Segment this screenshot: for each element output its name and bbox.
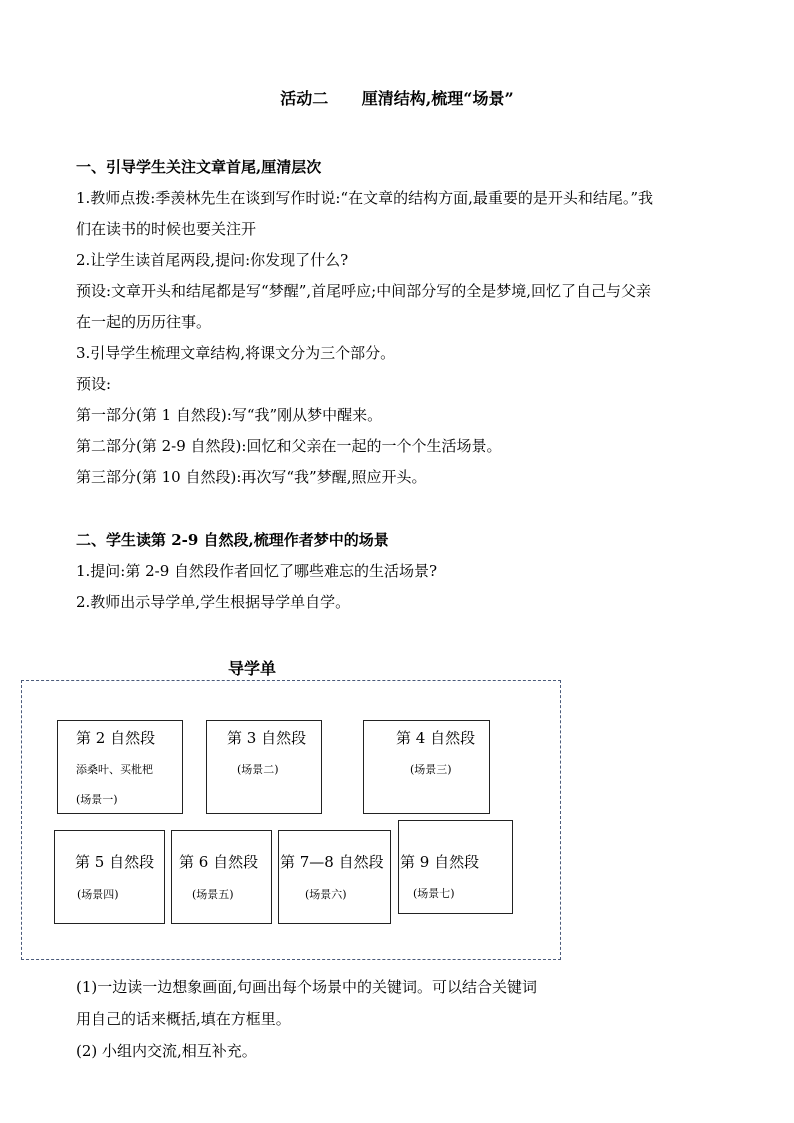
paragraph-line: 在一起的历历往事。: [76, 313, 212, 331]
paragraph-line: 第一部分(第 1 自然段):写“我”刚从梦中醒来。: [76, 406, 383, 424]
paragraph-line: 2.让学生读首尾两段,提问:你发现了什么?: [76, 251, 349, 269]
scene-box-title: 第 4 自然段: [396, 729, 476, 747]
section2-heading: 二、学生读第 2-9 自然段,梳理作者梦中的场景: [76, 531, 389, 549]
scene-box-7: [398, 820, 513, 914]
scene-box-label: (场景七): [413, 887, 455, 900]
paragraph-line: 1.提问:第 2-9 自然段作者回忆了哪些难忘的生活场景?: [76, 562, 438, 580]
paragraph-line: 第二部分(第 2-9 自然段):回忆和父亲在一起的一个个生活场景。: [76, 437, 502, 455]
paragraph-line: 1.教师点拨:季羡林先生在谈到写作时说:“在文章的结构方面,最重要的是开头和结尾。”我: [76, 189, 654, 207]
paragraph-line: 2.教师出示导学单,学生根据导学单自学。: [76, 593, 351, 611]
scene-box-title: 第 3 自然段: [227, 729, 307, 747]
scene-box-label: (场景三): [410, 763, 452, 776]
scene-box-title: 第 7—8 自然段: [280, 853, 384, 871]
scene-box-label: (场景四): [77, 888, 119, 901]
scene-box-title: 第 9 自然段: [400, 853, 480, 871]
scene-box-keywords: 添桑叶、买枇杷: [76, 763, 153, 776]
scene-box-title: 第 6 自然段: [179, 853, 259, 871]
scene-box-title: 第 2 自然段: [76, 729, 156, 747]
guide-sheet-title: 导学单: [228, 659, 277, 678]
activity-title: 活动二 厘清结构,梳理“场景”: [280, 89, 514, 108]
paragraph-line: 预设:: [76, 375, 112, 393]
scene-box-3: [363, 720, 490, 814]
paragraph-line: 们在读书的时候也要关注开: [76, 220, 257, 238]
scene-box-1: [57, 720, 183, 814]
paragraph-line: 第三部分(第 10 自然段):再次写“我”梦醒,照应开头。: [76, 468, 427, 486]
instruction-line: (2) 小组内交流,相互补充。: [76, 1042, 257, 1060]
scene-box-2: [206, 720, 322, 814]
paragraph-line: 3.引导学生梳理文章结构,将课文分为三个部分。: [76, 344, 396, 362]
paragraph-line: 预设:文章开头和结尾都是写“梦醒”,首尾呼应;中间部分写的全是梦境,回忆了自己与父亲: [76, 282, 651, 300]
scene-box-label: (场景六): [305, 888, 347, 901]
section1-heading: 一、引导学生关注文章首尾,厘清层次: [76, 158, 322, 176]
scene-box-5: [171, 830, 272, 924]
scene-box-title: 第 5 自然段: [75, 853, 155, 871]
scene-box-label: (场景二): [237, 763, 279, 776]
scene-box-label: (场景五): [192, 888, 234, 901]
scene-box-4: [54, 830, 165, 924]
scene-box-label: (场景一): [76, 793, 118, 806]
scene-box-6: [278, 830, 391, 924]
instruction-line: 用自己的话来概括,填在方框里。: [76, 1010, 291, 1028]
instruction-line: (1)一边读一边想象画面,句画出每个场景中的关键词。可以结合关键词: [76, 978, 538, 996]
